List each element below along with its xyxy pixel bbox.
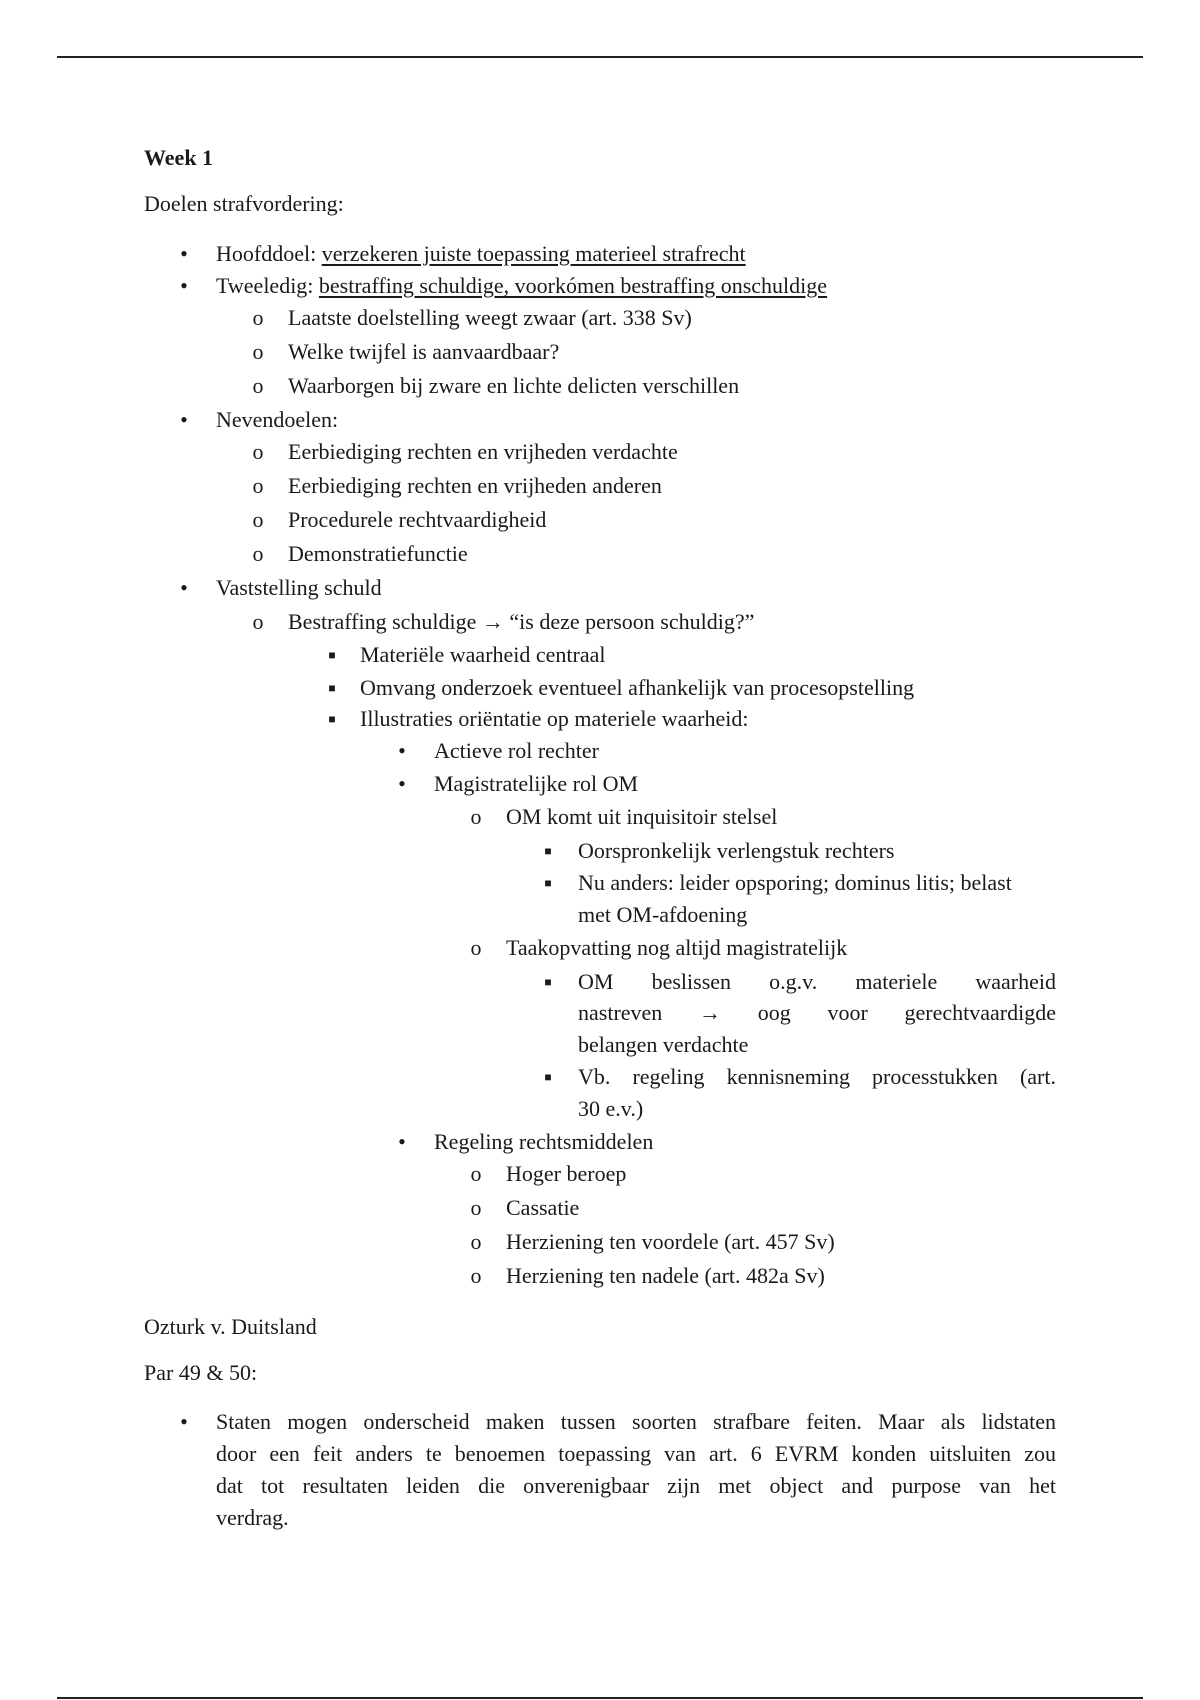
list-item: Herziening ten voordele (art. 457 Sv) [506,1229,835,1254]
list-item: Procedurele rechtvaardigheid [288,507,547,532]
week-heading: Week 1 [144,145,214,170]
circle-bullet-icon: o [470,1195,482,1220]
paragraph-line: door een feit anders te benoemen toepassing van art. 6 EVRM konden uitsluiten zou [216,1441,1056,1466]
list-item: Hoger beroep [506,1161,627,1186]
case-title: Ozturk v. Duitsland [144,1314,317,1339]
list-item: Regeling rechtsmiddelen [434,1129,654,1154]
list-item-vaststelling: Vaststelling schuld [216,575,382,600]
list-item-bestraffing: Bestraffing schuldige → “is deze persoon schuldig?” [288,609,755,634]
list-item: Demonstratiefunctie [288,541,468,566]
circle-bullet-icon: o [252,541,264,566]
list-item-hoofddoel [216,240,746,268]
list-item: Illustraties oriëntatie op materiele waarheid: [360,706,749,731]
tweeledig-text: bestraffing schuldige, voorkómen bestraffing onschuldige [318,273,828,298]
square-bullet-icon: ■ [328,648,336,662]
bullet-icon: • [180,575,188,600]
list-item: Eerbiediging rechten en vrijheden verdachte [288,439,678,464]
list-item-line: OM beslissen o.g.v. materiele waarheid [578,969,1056,994]
hoofddoel-label: Hoofddoel: [216,241,322,266]
circle-bullet-icon: o [252,507,264,532]
circle-bullet-icon: o [470,1229,482,1254]
intro-text: Doelen strafvordering: [144,191,344,216]
list-item-line: nastreven → oog voor gerechtvaardigde [578,1000,1056,1025]
circle-bullet-icon: o [470,1263,482,1288]
bullet-icon: • [180,273,188,298]
circle-bullet-icon: o [252,473,264,498]
list-item: Eerbiediging rechten en vrijheden anderen [288,473,662,498]
list-item: Cassatie [506,1195,580,1220]
circle-bullet-icon: o [252,373,264,398]
square-bullet-icon: ■ [544,975,552,989]
list-item: Laatste doelstelling weegt zwaar (art. 338 Sv) [288,305,692,330]
circle-bullet-icon: o [252,439,264,464]
paragraph-line: dat tot resultaten leiden die onverenigbaar zijn met object and purpose van het [216,1473,1056,1498]
hoofddoel-text: verzekeren juiste toepassing materieel strafrecht [321,241,746,266]
square-bullet-icon: ■ [544,876,552,890]
paragraph-line: verdrag. [216,1505,289,1530]
list-item-line: Vb. regeling kennisneming processtukken (art. [578,1064,1056,1089]
list-item: Taakopvatting nog altijd magistratelijk [506,935,848,960]
list-item: Omvang onderzoek eventueel afhankelijk van procesopstelling [360,675,915,700]
header-rule [57,56,1143,58]
circle-bullet-icon: o [252,339,264,364]
square-bullet-icon: ■ [328,712,336,726]
list-item: Magistratelijke rol OM [434,771,639,796]
circle-bullet-icon: o [470,1161,482,1186]
paragraph-ref: Par 49 & 50: [144,1360,258,1385]
bullet-icon: • [398,1129,406,1154]
list-item-tweeledig [216,272,827,300]
bullet-icon: • [398,771,406,796]
list-item: Herziening ten nadele (art. 482a Sv) [506,1263,825,1288]
list-item: Oorspronkelijk verlengstuk rechters [578,838,895,863]
tweeledig-label: Tweeledig: [216,273,319,298]
list-item: Actieve rol rechter [434,738,599,763]
square-bullet-icon: ■ [544,844,552,858]
circle-bullet-icon: o [470,935,482,960]
square-bullet-icon: ■ [544,1070,552,1084]
list-item-line: Nu anders: leider opsporing; dominus litis; belast [578,870,1012,895]
paragraph-line: Staten mogen onderscheid maken tussen soorten strafbare feiten. Maar als lidstaten [216,1409,1056,1434]
list-item-line: 30 e.v.) [578,1096,644,1121]
list-item: Welke twijfel is aanvaardbaar? [288,339,560,364]
list-item: OM komt uit inquisitoir stelsel [506,804,778,829]
circle-bullet-icon: o [252,305,264,330]
bullet-icon: • [398,738,406,763]
list-item-line: met OM-afdoening [578,902,748,927]
square-bullet-icon: ■ [328,681,336,695]
bullet-icon: • [180,407,188,432]
circle-bullet-icon: o [252,609,264,634]
list-item-line: belangen verdachte [578,1032,749,1057]
bullet-icon: • [180,1409,188,1434]
list-item-nevendoelen: Nevendoelen: [216,407,339,432]
bullet-icon: • [180,241,188,266]
list-item: Waarborgen bij zware en lichte delicten verschillen [288,373,740,398]
footer-rule [57,1697,1143,1699]
list-item: Materiële waarheid centraal [360,642,606,667]
circle-bullet-icon: o [470,804,482,829]
